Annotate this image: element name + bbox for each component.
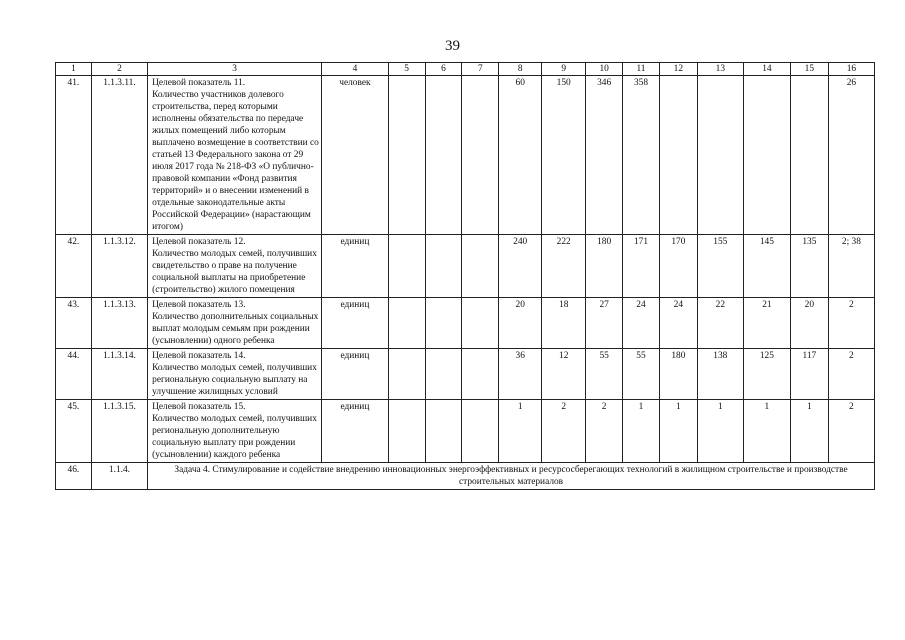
unit-of-measure: единиц — [322, 298, 389, 349]
indicator-code: 1.1.3.15. — [91, 400, 147, 463]
col-header: 12 — [659, 63, 697, 76]
indicator-code: 1.1.3.13. — [91, 298, 147, 349]
value-col-11: 24 — [623, 298, 660, 349]
value-col-16: 26 — [828, 76, 874, 235]
col-header: 3 — [148, 63, 322, 76]
value-col-7 — [462, 349, 499, 400]
row-number: 46. — [56, 463, 92, 490]
table-row — [56, 400, 875, 463]
value-col-13: 1 — [697, 400, 743, 463]
value-col-15: 20 — [790, 298, 828, 349]
col-header: 2 — [91, 63, 147, 76]
value-col-8: 1 — [499, 400, 542, 463]
indicator-description: Целевой показатель 14. Количество молодых семей, получивших региональную социальную выплату на улучшение жилищных условий — [148, 349, 322, 400]
col-header: 6 — [425, 63, 462, 76]
value-col-5 — [388, 235, 425, 298]
indicator-code: 1.1.3.11. — [91, 76, 147, 235]
table-row — [56, 76, 875, 235]
value-col-9: 12 — [542, 349, 586, 400]
value-col-10: 2 — [586, 400, 623, 463]
value-col-12: 1 — [659, 400, 697, 463]
value-col-14 — [743, 76, 790, 235]
unit-of-measure: единиц — [322, 349, 389, 400]
value-col-16: 2; 38 — [828, 235, 874, 298]
value-col-10: 27 — [586, 298, 623, 349]
value-col-9: 150 — [542, 76, 586, 235]
value-col-10: 346 — [586, 76, 623, 235]
value-col-16: 2 — [828, 298, 874, 349]
value-col-9: 2 — [542, 400, 586, 463]
value-col-7 — [462, 235, 499, 298]
indicators-table — [55, 62, 875, 490]
indicator-description: Целевой показатель 15. Количество молодых семей, получивших региональную дополнительную социальную выплату при рождении (усыновлении) каждого ребенка — [148, 400, 322, 463]
value-col-7 — [462, 298, 499, 349]
col-header: 1 — [56, 63, 92, 76]
value-col-15: 117 — [790, 349, 828, 400]
value-col-13: 138 — [697, 349, 743, 400]
value-col-11: 171 — [623, 235, 660, 298]
col-header: 8 — [499, 63, 542, 76]
col-header: 10 — [586, 63, 623, 76]
col-header: 4 — [322, 63, 389, 76]
indicator-code: 1.1.3.12. — [91, 235, 147, 298]
value-col-12: 24 — [659, 298, 697, 349]
value-col-5 — [388, 349, 425, 400]
col-header: 13 — [697, 63, 743, 76]
value-col-7 — [462, 400, 499, 463]
col-header: 7 — [462, 63, 499, 76]
row-number: 44. — [56, 349, 92, 400]
indicator-description: Целевой показатель 12. Количество молодых семей, получивших свидетельство о праве на получение социальной выплаты на приобретение (строительство) жилого помещения — [148, 235, 322, 298]
col-header: 15 — [790, 63, 828, 76]
value-col-6 — [425, 400, 462, 463]
indicator-description: Целевой показатель 13. Количество дополнительных социальных выплат молодым семьям при рождении (усыновлении) одного ребенка — [148, 298, 322, 349]
row-number: 45. — [56, 400, 92, 463]
value-col-8: 20 — [499, 298, 542, 349]
row-number: 43. — [56, 298, 92, 349]
task-code: 1.1.4. — [91, 463, 147, 490]
table-row — [56, 349, 875, 400]
col-header: 14 — [743, 63, 790, 76]
value-col-11: 358 — [623, 76, 660, 235]
unit-of-measure: единиц — [322, 400, 389, 463]
value-col-15: 135 — [790, 235, 828, 298]
value-col-10: 55 — [586, 349, 623, 400]
value-col-15: 1 — [790, 400, 828, 463]
value-col-11: 1 — [623, 400, 660, 463]
value-col-6 — [425, 76, 462, 235]
value-col-5 — [388, 400, 425, 463]
row-number: 41. — [56, 76, 92, 235]
value-col-5 — [388, 298, 425, 349]
table-row — [56, 298, 875, 349]
value-col-11: 55 — [623, 349, 660, 400]
value-col-12: 180 — [659, 349, 697, 400]
row-number: 42. — [56, 235, 92, 298]
task-row — [56, 463, 875, 490]
value-col-8: 240 — [499, 235, 542, 298]
indicator-code: 1.1.3.14. — [91, 349, 147, 400]
unit-of-measure: человек — [322, 76, 389, 235]
value-col-9: 18 — [542, 298, 586, 349]
page-number: 39 — [445, 38, 460, 54]
col-header: 11 — [623, 63, 660, 76]
col-header: 9 — [542, 63, 586, 76]
value-col-13: 155 — [697, 235, 743, 298]
value-col-16: 2 — [828, 400, 874, 463]
value-col-12 — [659, 76, 697, 235]
value-col-16: 2 — [828, 349, 874, 400]
value-col-6 — [425, 349, 462, 400]
value-col-8: 60 — [499, 76, 542, 235]
column-number-row — [56, 63, 875, 76]
value-col-10: 180 — [586, 235, 623, 298]
col-header: 16 — [828, 63, 874, 76]
value-col-14: 145 — [743, 235, 790, 298]
table-row — [56, 235, 875, 298]
value-col-12: 170 — [659, 235, 697, 298]
unit-of-measure: единиц — [322, 235, 389, 298]
value-col-5 — [388, 76, 425, 235]
indicator-description: Целевой показатель 11. Количество участников долевого строительства, перед которыми исполнены обязательства по передаче жилых помещений либо которым выплачено возмещение в соответствии со статьей 13 Федерального закона от 29 июля 2017 года № 218-ФЗ «О публично-правовой компании «Фонд развития территорий» и о внесении изменений в отдельные законодательные акты Российской Федерации» (нарастающим итогом) — [148, 76, 322, 235]
value-col-13: 22 — [697, 298, 743, 349]
value-col-14: 21 — [743, 298, 790, 349]
task-description: Задача 4. Стимулирование и содействие внедрению инновационных энергоэффективных и ресурсосберегающих технологий в жилищном строительстве и производстве строительных материалов — [148, 463, 875, 490]
value-col-6 — [425, 298, 462, 349]
value-col-8: 36 — [499, 349, 542, 400]
col-header: 5 — [388, 63, 425, 76]
value-col-13 — [697, 76, 743, 235]
value-col-6 — [425, 235, 462, 298]
value-col-9: 222 — [542, 235, 586, 298]
value-col-14: 1 — [743, 400, 790, 463]
value-col-7 — [462, 76, 499, 235]
value-col-15 — [790, 76, 828, 235]
value-col-14: 125 — [743, 349, 790, 400]
